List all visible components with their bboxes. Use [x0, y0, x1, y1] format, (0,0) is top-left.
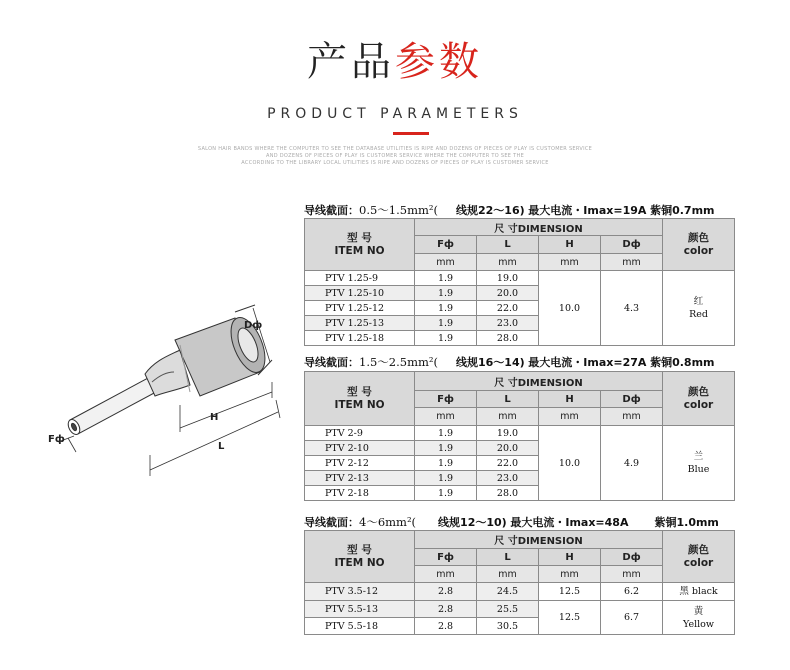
- title-part-1: 产品: [307, 39, 395, 85]
- cross-section: 4～6mm²(: [359, 515, 417, 529]
- spec-table-1: [304, 218, 735, 346]
- max-current: 最大电流・Imax=27A: [528, 356, 647, 369]
- l-cell: 28.0: [477, 331, 539, 346]
- h-cell: 12.5: [539, 601, 601, 635]
- model-cell: PTV 1.25-12: [305, 301, 415, 316]
- l-cell: 22.0: [477, 301, 539, 316]
- h-cell: 12.5: [539, 583, 601, 601]
- model-cell: PTV 2-18: [305, 486, 415, 501]
- col-d: Dф: [601, 549, 663, 566]
- d-cell: 6.7: [601, 601, 663, 635]
- f-cell: 1.9: [415, 301, 477, 316]
- color-cell: 黄 Yellow: [663, 601, 735, 635]
- l-cell: 19.0: [477, 426, 539, 441]
- section-1-header: [304, 202, 715, 218]
- color-cell: 黑 black: [663, 583, 735, 601]
- wire-gauge: 线规22～16): [455, 204, 525, 217]
- f-cell: 1.9: [415, 331, 477, 346]
- color-header: 颜色 color: [663, 531, 735, 583]
- max-current: 最大电流・Imax=19A: [528, 204, 647, 217]
- l-cell: 28.0: [477, 486, 539, 501]
- col-h: H: [539, 236, 601, 254]
- f-cell: 1.9: [415, 471, 477, 486]
- dimension-header: 尺 寸DIMENSION: [415, 372, 663, 391]
- wire-gauge: 线规16～14): [455, 356, 525, 369]
- l-cell: 24.5: [477, 583, 539, 601]
- table-row: [305, 426, 735, 441]
- diagram-label-l: L: [218, 441, 225, 452]
- model-cell: PTV 5.5-13: [305, 601, 415, 618]
- unit-d: mm: [601, 566, 663, 583]
- l-cell: 23.0: [477, 471, 539, 486]
- unit-l: mm: [477, 408, 539, 426]
- col-l: L: [477, 549, 539, 566]
- col-d: Dф: [601, 236, 663, 254]
- model-cell: PTV 1.25-18: [305, 331, 415, 346]
- dimension-header: 尺 寸DIMENSION: [415, 219, 663, 236]
- col-h: H: [539, 549, 601, 566]
- title-part-2: 参数: [395, 39, 483, 85]
- f-cell: 1.9: [415, 426, 477, 441]
- f-cell: 1.9: [415, 456, 477, 471]
- item-header: 型 号 ITEM NO: [305, 372, 415, 426]
- unit-f: mm: [415, 566, 477, 583]
- page-subtitle: PRODUCT PARAMETERS: [267, 106, 523, 122]
- l-cell: 23.0: [477, 316, 539, 331]
- l-cell: 20.0: [477, 441, 539, 456]
- color-header: 颜色 color: [663, 219, 735, 271]
- d-cell: 4.3: [601, 271, 663, 346]
- f-cell: 2.8: [415, 601, 477, 618]
- col-f: Fф: [415, 391, 477, 408]
- unit-h: mm: [539, 254, 601, 271]
- col-f: Fф: [415, 549, 477, 566]
- model-cell: PTV 1.25-13: [305, 316, 415, 331]
- model-cell: PTV 1.25-10: [305, 286, 415, 301]
- max-current: 最大电流・Imax=48A: [510, 516, 629, 529]
- diagram-label-h: H: [210, 412, 219, 423]
- table-row: [305, 601, 735, 618]
- col-d: Dф: [601, 391, 663, 408]
- f-cell: 1.9: [415, 271, 477, 286]
- fine-print-line: SALON HAIR BANDS WHERE THE COMPUTER TO SEE THE DATABASE UTILITIES IS RIPE AND DOZENS OF PIECES OF PLAY IS CUSTOMER SERVICE: [197, 146, 593, 152]
- page-title: [0, 38, 790, 86]
- unit-h: mm: [539, 408, 601, 426]
- col-l: L: [477, 236, 539, 254]
- section-2-header: [304, 354, 715, 370]
- unit-l: mm: [477, 566, 539, 583]
- fine-print: [0, 146, 790, 167]
- unit-h: mm: [539, 566, 601, 583]
- model-cell: PTV 2-9: [305, 426, 415, 441]
- unit-f: mm: [415, 408, 477, 426]
- col-h: H: [539, 391, 601, 408]
- col-l: L: [477, 391, 539, 408]
- section-label: 导线截面：: [304, 204, 359, 217]
- title-underline: [393, 132, 429, 135]
- cross-section: 1.5～2.5mm²(: [359, 355, 438, 369]
- f-cell: 1.9: [415, 441, 477, 456]
- l-cell: 20.0: [477, 286, 539, 301]
- f-cell: 2.8: [415, 618, 477, 635]
- terminal-diagram: [40, 300, 310, 490]
- item-header: 型 号 ITEM NO: [305, 531, 415, 583]
- h-cell: 10.0: [539, 271, 601, 346]
- h-cell: 10.0: [539, 426, 601, 501]
- l-cell: 22.0: [477, 456, 539, 471]
- diagram-label-f: Fф: [48, 434, 65, 445]
- model-cell: PTV 2-10: [305, 441, 415, 456]
- unit-d: mm: [601, 408, 663, 426]
- color-cell: 兰 Blue: [663, 426, 735, 501]
- diagram-label-d: Dф: [244, 320, 263, 331]
- cross-section: 0.5～1.5mm²(: [359, 203, 438, 217]
- d-cell: 6.2: [601, 583, 663, 601]
- model-cell: PTV 2-12: [305, 456, 415, 471]
- model-cell: PTV 2-13: [305, 471, 415, 486]
- model-cell: PTV 5.5-18: [305, 618, 415, 635]
- color-header: 颜色 color: [663, 372, 735, 426]
- dimension-header: 尺 寸DIMENSION: [415, 531, 663, 549]
- table-row: [305, 271, 735, 286]
- col-f: Fф: [415, 236, 477, 254]
- model-cell: PTV 3.5-12: [305, 583, 415, 601]
- spec-table-3: [304, 530, 735, 635]
- table-row: [305, 583, 735, 601]
- f-cell: 1.9: [415, 286, 477, 301]
- model-cell: PTV 1.25-9: [305, 271, 415, 286]
- l-cell: 25.5: [477, 601, 539, 618]
- f-cell: 1.9: [415, 316, 477, 331]
- f-cell: 2.8: [415, 583, 477, 601]
- unit-d: mm: [601, 254, 663, 271]
- item-header: 型 号 ITEM NO: [305, 219, 415, 271]
- l-cell: 30.5: [477, 618, 539, 635]
- copper-thickness: 紫铜0.7mm: [650, 204, 715, 217]
- unit-f: mm: [415, 254, 477, 271]
- spec-table-2: [304, 371, 735, 501]
- unit-l: mm: [477, 254, 539, 271]
- section-label: 导线截面：: [304, 356, 359, 369]
- copper-thickness: 紫铜1.0mm: [654, 516, 719, 529]
- color-cell: 红 Red: [663, 271, 735, 346]
- fine-print-line: ACCORDING TO THE LIBRARY LOCAL UTILITIES IS RIPE AND DOZENS OF PIECES OF PLAY IS CUSTOMER SERVICE: [241, 160, 549, 166]
- copper-thickness: 紫铜0.8mm: [650, 356, 715, 369]
- fine-print-line: AND DOZENS OF PIECES OF PLAY IS CUSTOMER SERVICE WHERE THE COMPUTER TO SEE THE: [265, 153, 525, 159]
- section-label: 导线截面：: [304, 516, 359, 529]
- l-cell: 19.0: [477, 271, 539, 286]
- d-cell: 4.9: [601, 426, 663, 501]
- wire-gauge: 线规12～10): [438, 516, 507, 529]
- f-cell: 1.9: [415, 486, 477, 501]
- section-3-header: [304, 514, 719, 530]
